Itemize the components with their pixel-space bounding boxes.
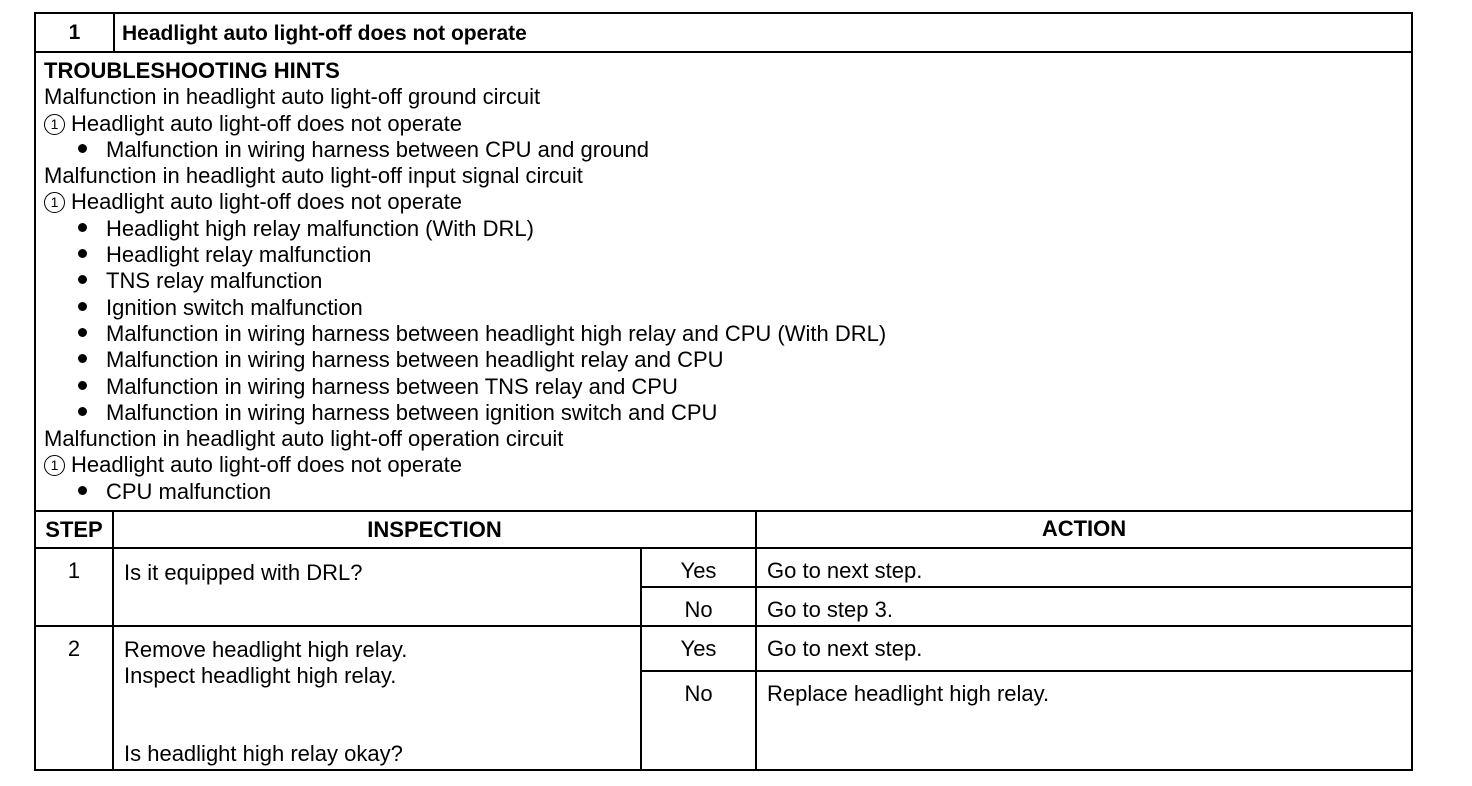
- yes-action: Go to next step.: [767, 636, 923, 661]
- procedure-header: [36, 14, 1411, 53]
- row-divider: [36, 625, 1411, 627]
- bullet-icon: [78, 302, 87, 311]
- cause-text: Ignition switch malfunction: [106, 294, 363, 320]
- hint-heading: Malfunction in headlight auto light-off operation circuit: [44, 426, 564, 452]
- row-divider: [640, 586, 1411, 588]
- inspection-text: Is headlight high relay okay?: [124, 741, 403, 766]
- hint-cause: [44, 479, 1411, 505]
- yes-action: Go to next step.: [767, 558, 923, 583]
- yes-label: Yes: [680, 636, 717, 661]
- troubleshooting-hints: [44, 58, 1411, 505]
- cause-text: Malfunction in wiring harness between headlight high relay and CPU (With DRL): [106, 320, 887, 346]
- cause-text: TNS relay malfunction: [106, 268, 323, 294]
- symptom-text: Headlight auto light-off does not operate: [71, 452, 462, 478]
- bullet-icon: [78, 144, 87, 153]
- cause-text: Headlight high relay malfunction (With DRL): [106, 215, 534, 241]
- inspection-text: Inspect headlight high relay.: [124, 663, 397, 688]
- row-divider: [36, 547, 1411, 549]
- hint-cause: [44, 321, 1411, 347]
- inspection-text: Is it equipped with DRL?: [124, 560, 363, 585]
- symptom-text: Headlight auto light-off does not operate: [71, 110, 462, 136]
- hint-symptom: [44, 452, 1411, 478]
- bullet-icon: [78, 407, 87, 416]
- hint-cause: [44, 242, 1411, 268]
- column-divider: [112, 512, 114, 769]
- hint-cause: [44, 268, 1411, 294]
- hint-symptom: [44, 189, 1411, 215]
- no-label: No: [684, 597, 713, 622]
- cause-text: Malfunction in wiring harness between ignition switch and CPU: [106, 399, 718, 425]
- step-number: 2: [67, 636, 81, 661]
- bullet-icon: [78, 381, 87, 390]
- circled-number-icon: 1: [44, 455, 65, 476]
- bullet-icon: [78, 223, 87, 232]
- circled-number-icon: 1: [44, 192, 65, 213]
- action-header: ACTION: [1041, 516, 1127, 541]
- hint-symptom: [44, 111, 1411, 137]
- cause-text: Malfunction in wiring harness between headlight relay and CPU: [106, 347, 724, 373]
- troubleshooting-sheet: [34, 12, 1413, 771]
- hint-cause: [44, 295, 1411, 321]
- step-header: STEP: [45, 517, 103, 542]
- hints-title: TROUBLESHOOTING HINTS: [44, 58, 340, 83]
- hint-heading: Malfunction in headlight auto light-off ground circuit: [44, 84, 541, 110]
- no-label: No: [684, 681, 713, 706]
- inspection-text: Remove headlight high relay.: [124, 637, 408, 662]
- cause-text: CPU malfunction: [106, 478, 272, 504]
- bullet-icon: [78, 486, 87, 495]
- step-number: 1: [67, 558, 81, 583]
- yes-label: Yes: [680, 558, 717, 583]
- hint-cause: [44, 216, 1411, 242]
- hint-cause: [44, 400, 1411, 426]
- hint-cause: [44, 374, 1411, 400]
- bullet-icon: [78, 275, 87, 284]
- bullet-icon: [78, 328, 87, 337]
- row-divider: [640, 670, 1411, 672]
- inspection-header: INSPECTION: [367, 517, 502, 542]
- bullet-icon: [78, 354, 87, 363]
- circled-number-icon: 1: [44, 114, 65, 135]
- procedure-title: Headlight auto light-off does not operate: [122, 22, 527, 45]
- cause-text: Malfunction in wiring harness between CPU and ground: [106, 136, 649, 162]
- symptom-text: Headlight auto light-off does not operate: [71, 189, 462, 215]
- cause-text: Malfunction in wiring harness between TNS relay and CPU: [106, 373, 678, 399]
- procedure-number: 1: [36, 14, 115, 51]
- no-action: Go to step 3.: [767, 597, 893, 622]
- cause-text: Headlight relay malfunction: [106, 242, 372, 268]
- bullet-icon: [78, 249, 87, 258]
- hint-cause: [44, 347, 1411, 373]
- no-action: Replace headlight high relay.: [767, 681, 1050, 706]
- hint-heading: Malfunction in headlight auto light-off input signal circuit: [44, 163, 583, 189]
- column-divider: [755, 512, 757, 769]
- hint-cause: [44, 137, 1411, 163]
- inspection-table: [36, 510, 1411, 769]
